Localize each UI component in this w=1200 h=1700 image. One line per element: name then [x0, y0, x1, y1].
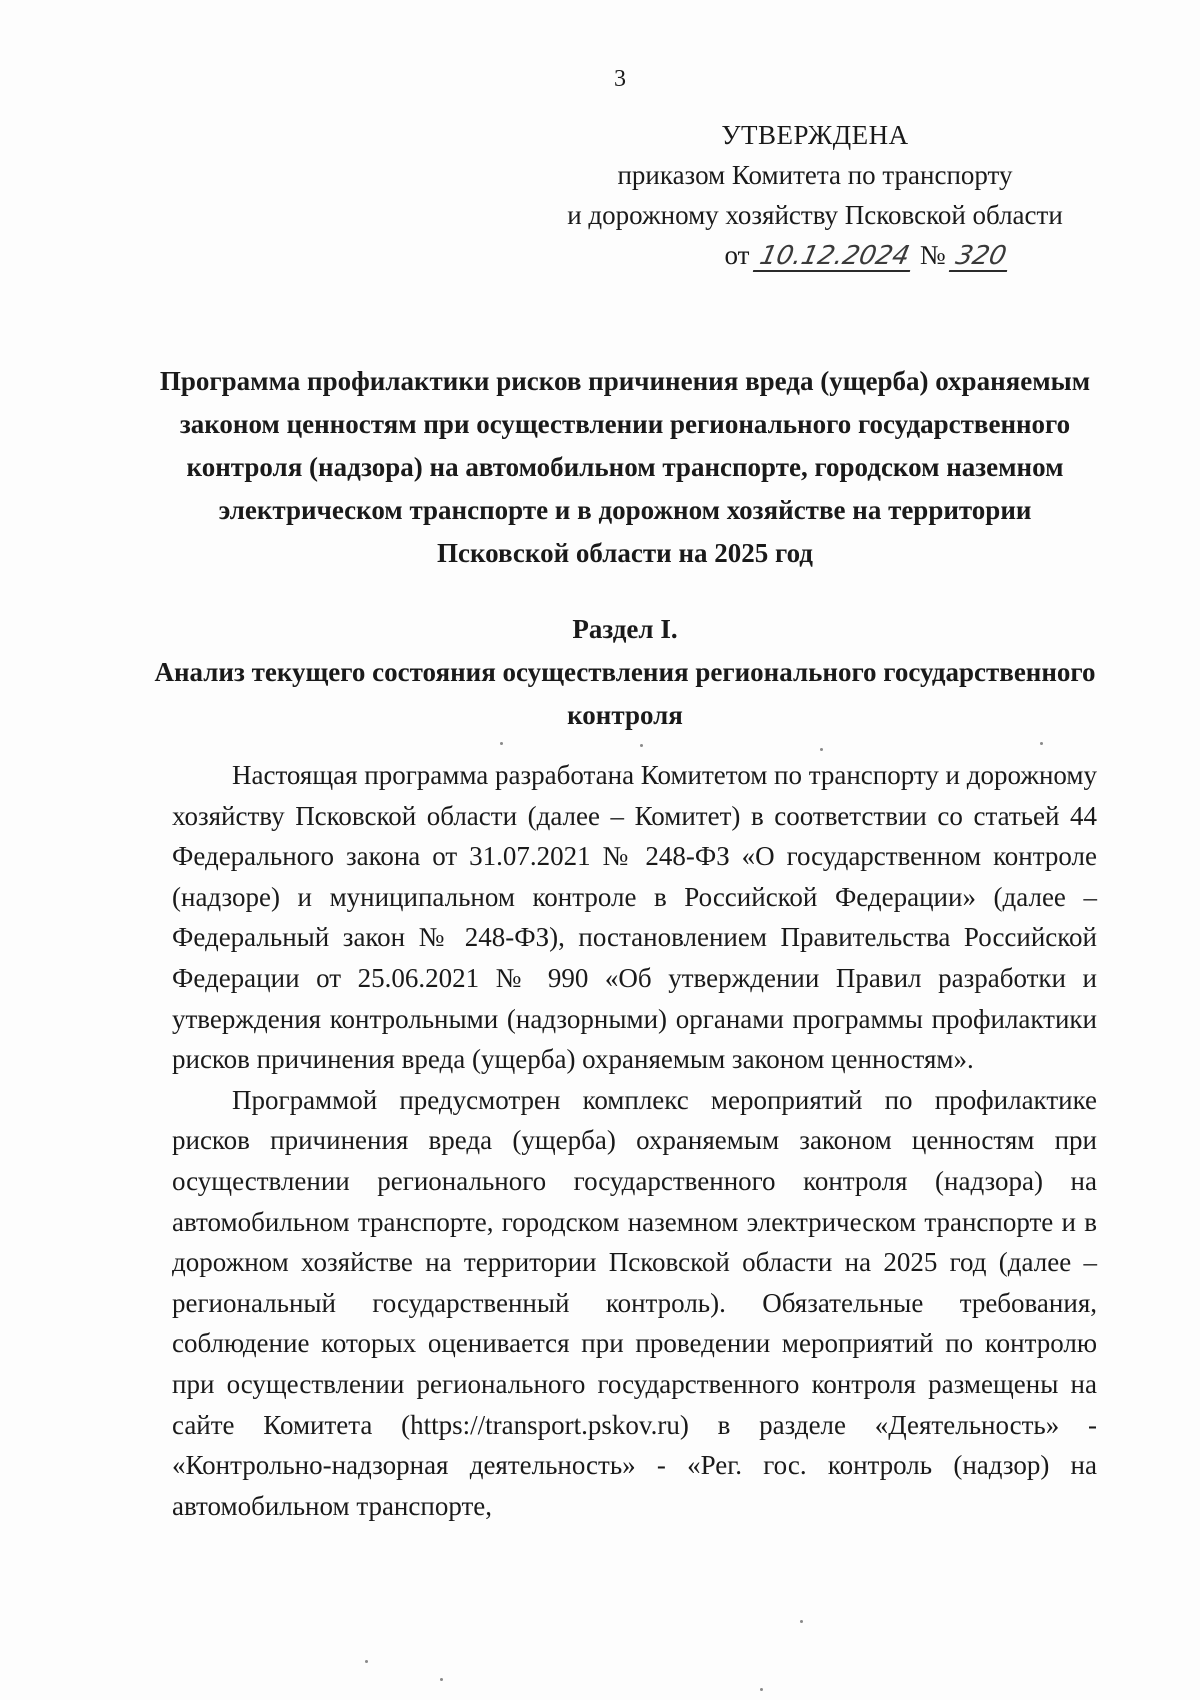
- body-text: [172, 755, 1097, 1526]
- page-number: 3: [614, 66, 626, 92]
- handwritten-number: 320: [949, 242, 1013, 272]
- scan-speck: [500, 742, 503, 745]
- scan-speck: [1040, 742, 1043, 745]
- approval-date-line: [550, 235, 1080, 275]
- section-heading: [150, 608, 1100, 737]
- approval-line-1: приказом Комитета по транспорту: [617, 160, 1013, 190]
- section-title: Анализ текущего состояния осуществления регионального государственного контроля: [154, 657, 1096, 730]
- scan-speck: [800, 1620, 803, 1623]
- scan-speck: [440, 1678, 443, 1681]
- approval-line-2: и дорожному хозяйству Псковской области: [567, 200, 1063, 230]
- date-prefix: от: [724, 240, 750, 270]
- document-title: Программа профилактики рисков причинения вреда (ущерба) охраняемым законом ценностям при осуществлении регионального государственного контроля (надзора) на автомобильном транспорте, городском наземном электрическом транспорте и в дорожном хозяйстве на территории Псковской области на 2025 год: [159, 366, 1091, 568]
- scan-speck: [820, 748, 823, 751]
- number-sign: №: [919, 240, 946, 270]
- paragraph: Настоящая программа разработана Комитетом по транспорту и дорожному хозяйству Псковской области (далее – Комитет) в соответствии со статьей 44 Федерального закона от 31.07.2021 № 248-ФЗ «О государственном контроле (надзоре) и муниципальном контроле в Российской Федерации» (далее – Федеральный закон № 248-ФЗ), постановлением Правительства Российской Федерации от 25.06.2021 № 990 «Об утверждении Правил разработки и утверждения контрольными (надзорными) органами программы профилактики рисков причинения вреда (ущерба) охраняемым законом ценностям».: [172, 760, 1098, 1075]
- paragraph: Программой предусмотрен комплекс мероприятий по профилактике рисков причинения вреда (ущерба) охраняемым законом ценностям при осуществлении регионального государственного контроля (надзора) на автомобильном транспорте, городском наземном электрическом транспорте и в дорожном хозяйстве на территории Псковской области на 2025 год (далее – региональный государственный контроль). Обязательные требования, соблюдение которых оценивается при проведении мероприятий по контролю при осуществлении регионального государственного контроля размещены на сайте Комитета (https://transport.pskov.ru) в разделе «Деятельность» - «Контрольно-надзорная деятельность» - «Рег. гос. контроль (надзор) на автомобильном транспорте,: [172, 1084, 1097, 1521]
- scan-speck: [640, 744, 643, 747]
- approval-title: УТВЕРЖДЕНА: [721, 120, 909, 150]
- approval-stamp: [550, 115, 1080, 275]
- section-number: Раздел I.: [572, 614, 678, 644]
- handwritten-date: 10.12.2024: [753, 242, 916, 272]
- scan-speck: [760, 1688, 763, 1691]
- scan-speck: [365, 1660, 368, 1663]
